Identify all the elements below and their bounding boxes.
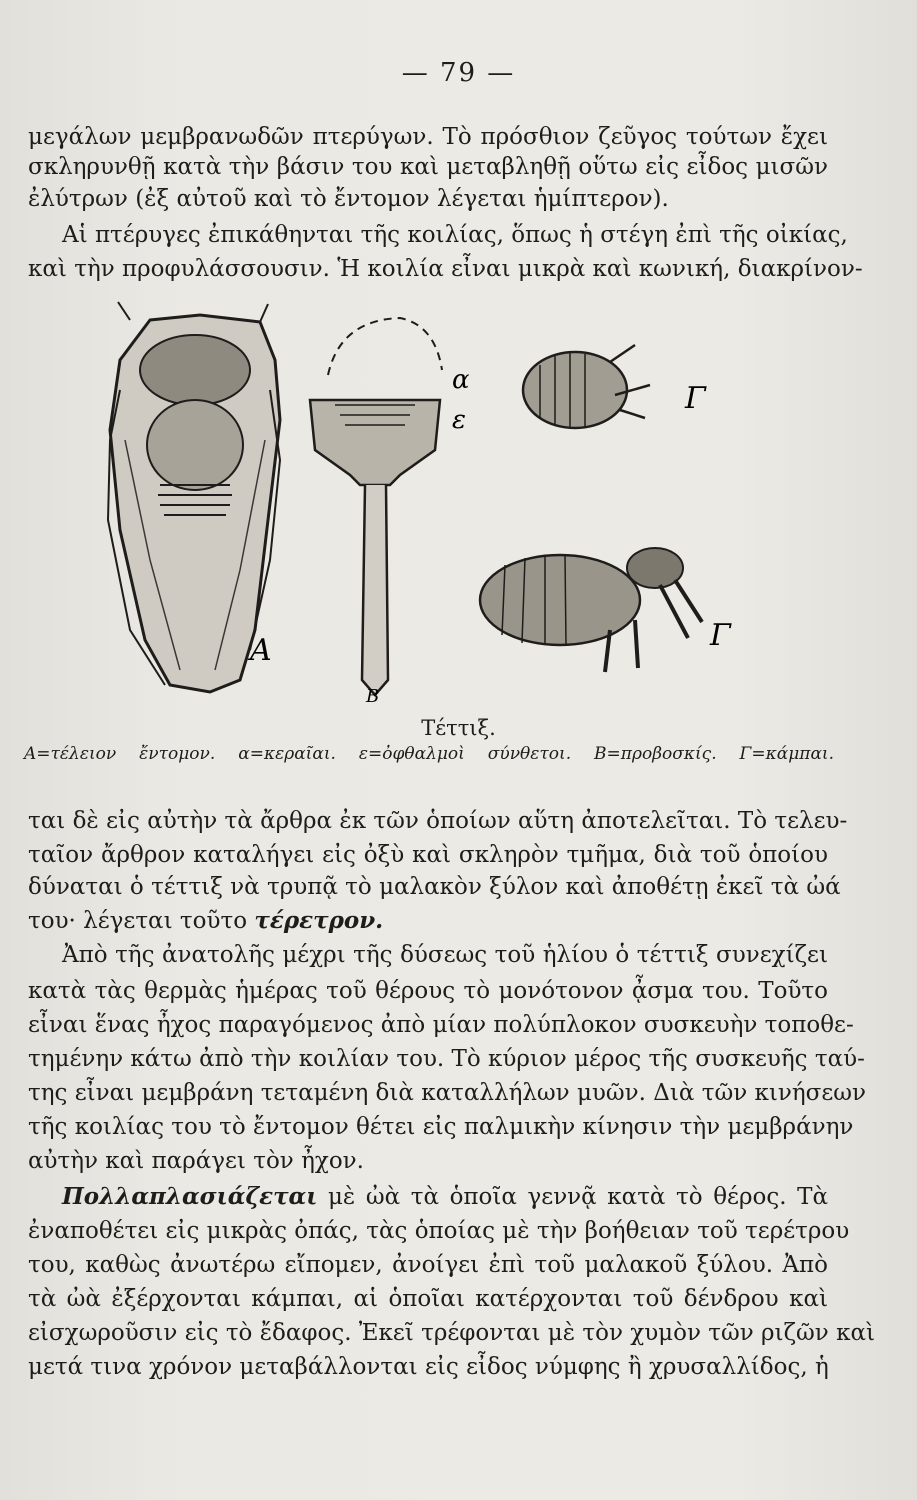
label-eyes: ε (452, 405, 466, 435)
label-larva-2: Γ (710, 618, 731, 653)
page-number: — 79 — (401, 58, 516, 88)
adult-cicada-drawing (108, 302, 280, 692)
text-line (28, 1182, 828, 1212)
label-adult: A (250, 633, 272, 668)
label-larva: Γ (685, 381, 706, 416)
text-line: μετά τινα χρόνον μεταβάλλονται εἰς εἶδος νύμφης ἢ χρυσαλλίδος, ἡ (28, 1354, 829, 1380)
text-line: εἰσχωροῦσιν εἰς τὸ ἔδαφος. Ἐκεῖ τρέφονται μὲ τὸν χυμὸν τῶν ριζῶν καὶ (28, 1320, 876, 1346)
text-line: σκληρυνθῇ κατὰ τὴν βάσιν του καὶ μεταβληθῇ οὕτω εἰς εἶδος μισῶν (28, 154, 828, 180)
term-pollaplasiazetai: Πολλαπλασιάζεται (62, 1183, 318, 1210)
text-line: Αἱ πτέρυγες ἐπικάθηνται τῆς κοιλίας, ὅπως ἡ στέγη ἐπὶ τῆς οἰκίας, (62, 222, 848, 248)
text-line: της εἶναι μεμβράνη τεταμένη διὰ καταλλήλων μυῶν. Διὰ τῶν κινήσεων (28, 1080, 867, 1106)
text-line: του, καθὼς ἀνωτέρω εἴπομεν, ἀνοίγει ἐπὶ τοῦ μαλακοῦ ξύλου. Ἀπὸ (28, 1252, 828, 1278)
text-line (28, 906, 828, 936)
text-line: τημένην κάτω ἀπὸ τὴν κοιλίαν του. Τὸ κύριον μέρος τῆς συσκευῆς ταύ- (28, 1046, 865, 1072)
text-line: τῆς κοιλίας του τὸ ἔντομον θέτει εἰς παλμικὴν κίνησιν τὴν μεμβράνην (28, 1114, 854, 1140)
figure-legend: Α=τέλειον ἔντομον. α=κεραῖαι. ε=ὀφθαλμοὶ σύνθετοι. Β=προβοσκίς. Γ=κάμπαι. (24, 744, 834, 764)
text-fragment: του· λέγεται τοῦτο (28, 908, 248, 934)
text-line: ταῖον ἄρθρον καταλήγει εἰς ὀξὺ καὶ σκληρὸν τμῆμα, διὰ τοῦ ὁποίου (28, 842, 828, 868)
text-line: ἐναποθέτει εἰς μικρὰς ὀπάς, τὰς ὁποίας μὲ τὴν βοήθειαν τοῦ τερέτρου (28, 1218, 850, 1244)
text-line: κατὰ τὰς θερμὰς ἡμέρας τοῦ θέρους τὸ μονότονον ᾆσμα του. Τοῦτο (28, 978, 828, 1004)
larva-drawing-top (523, 345, 707, 428)
text-line: τὰ ὠὰ ἐξέρχονται κάμπαι, αἱ ὁποῖαι κατέρχονται τοῦ δένδρου καὶ (28, 1286, 828, 1312)
text-line: ται δὲ εἰς αὐτὴν τὰ ἄρθρα ἐκ τῶν ὁποίων αὕτη ἀποτελεῖται. Τὸ τελευ- (28, 808, 848, 834)
figure-title: Τέττιξ. (421, 716, 496, 740)
larva-drawing-bottom (480, 548, 732, 672)
label-antennae: α (452, 365, 470, 395)
text-fragment: μὲ ὠὰ τὰ ὁποῖα γεννᾷ κατὰ τὸ θέρος. Τὰ (327, 1184, 828, 1210)
text-line: ἐλύτρων (ἐξ αὐτοῦ καὶ τὸ ἔντομον λέγεται ἡμίπτερον). (28, 186, 669, 212)
text-line: Ἀπὸ τῆς ἀνατολῆς μέχρι τῆς δύσεως τοῦ ἡλίου ὁ τέττιξ συνεχίζει (62, 942, 828, 968)
label-proboscis: B (366, 686, 380, 707)
term-tereton: τέρετρον. (254, 907, 384, 934)
text-line: καὶ τὴν προφυλάσσουσιν. Ἡ κοιλία εἶναι μικρὰ καὶ κωνική, διακρίνον- (28, 256, 863, 282)
text-line: δύναται ὁ τέττιξ νὰ τρυπᾷ τὸ μαλακὸν ξύλον καὶ ἀποθέτῃ ἐκεῖ τὰ ὠά (28, 874, 841, 900)
proboscis-drawing (310, 318, 470, 707)
cicada-illustration (90, 300, 830, 720)
text-line: μεγάλων μεμβρανωδῶν πτερύγων. Τὸ πρόσθιον ζεῦγος τούτων ἔχει (28, 124, 828, 150)
text-line: εἶναι ἕνας ἦχος παραγόμενος ἀπὸ μίαν πολύπλοκον συσκευὴν τοποθε- (28, 1012, 854, 1038)
text-line: αὐτὴν καὶ παράγει τὸν ἦχον. (28, 1148, 364, 1174)
